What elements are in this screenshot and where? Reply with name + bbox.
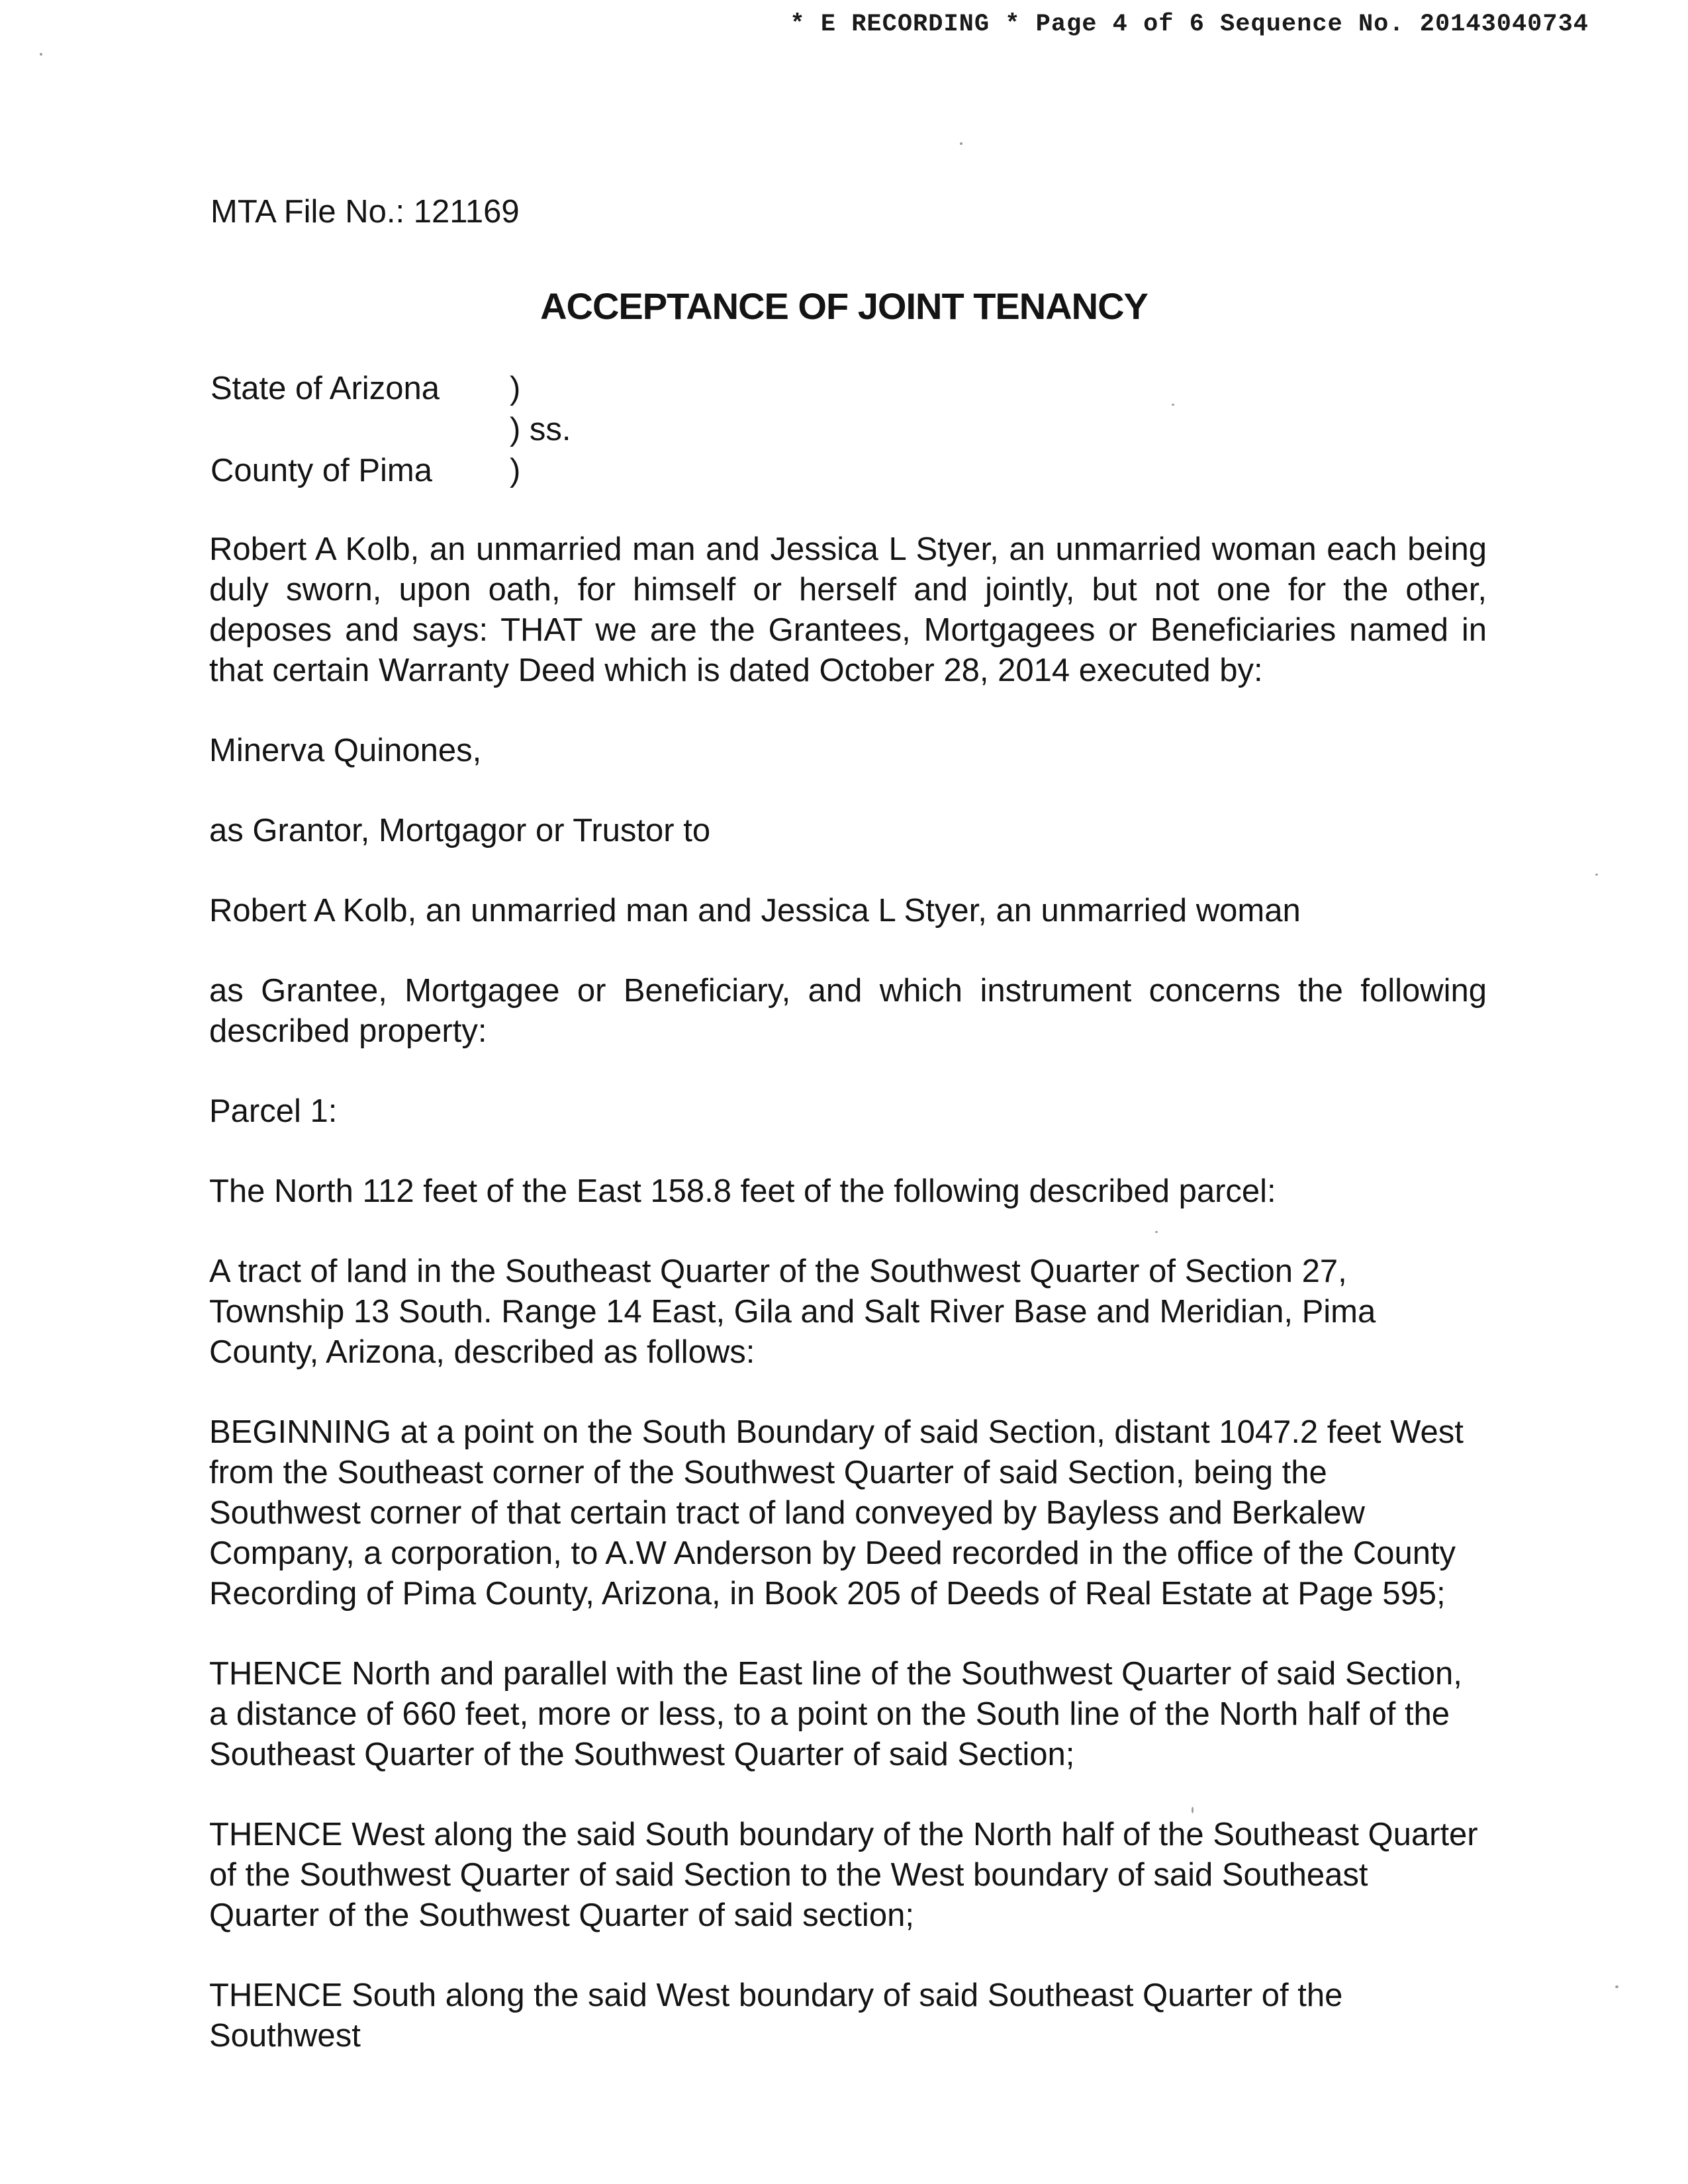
scan-speck xyxy=(1155,1231,1158,1233)
beginning-clause: BEGINNING at a point on the South Boundary of said Section, distant 1047.2 feet West from the Southeast corner of the Southwest Quarter of said Section, being the Southwest corner of that certain tract of land conveyed by Bayless and Berkalew Company, a corporation, to A.W Anderson by Deed recorded in the office of the County Recording of Pima County, Arizona, in Book 205 of Deeds of Real Estate at Page 595; xyxy=(209,1414,1464,1612)
scan-speck xyxy=(40,53,42,56)
scan-speck xyxy=(1192,1807,1194,1813)
venue-ss: ) ss. xyxy=(510,412,571,447)
parcel-summary: The North 112 feet of the East 158.8 feet of the following described parcel: xyxy=(209,1173,1276,1209)
venue-state-row xyxy=(211,368,521,409)
thence-south-clause: THENCE South along the said West boundary of said Southeast Quarter of the Southwest xyxy=(209,1978,1343,2054)
venue-county: County of Pima xyxy=(211,453,432,488)
parcel-heading: Parcel 1: xyxy=(209,1093,338,1129)
grantee-names: Robert A Kolb, an unmarried man and Jessica L Styer, an unmarried woman xyxy=(209,893,1301,929)
thence-west-clause: THENCE West along the said South boundary of the North half of the Southeast Quarter of the Southwest Quarter of said Section to the West boundary of said Southeast Quarter of the Southwest Quarter of said section; xyxy=(209,1817,1478,1933)
recording-header: * E RECORDING * Page 4 of 6 Sequence No. 20143040734 xyxy=(790,11,1589,38)
scan-speck xyxy=(960,142,962,145)
venue-county-row xyxy=(211,450,521,491)
document-title: ACCEPTANCE OF JOINT TENANCY xyxy=(540,285,1148,327)
thence-north-clause: THENCE North and parallel with the East line of the Southwest Quarter of said Section, a distance of 660 feet, more or less, to a point on the South line of the North half of the Southeast Quarter of the Southwest Quarter of said Section; xyxy=(209,1656,1462,1772)
venue-block xyxy=(211,368,571,491)
document-body xyxy=(209,529,1487,2096)
grantee-role: as Grantee, Mortgagee or Beneficiary, and which instrument concerns the following described property: xyxy=(209,973,1487,1049)
grantor-role: as Grantor, Mortgagor or Trustor to xyxy=(209,813,711,848)
venue-state: State of Arizona xyxy=(211,371,440,406)
scan-speck xyxy=(1595,874,1598,876)
venue-ss-row xyxy=(211,409,571,450)
grantor-name: Minerva Quinones, xyxy=(209,733,482,768)
file-number: MTA File No.: 121169 xyxy=(211,194,520,230)
scan-speck xyxy=(1172,404,1174,406)
scan-speck xyxy=(1615,1985,1618,1988)
tract-description: A tract of land in the Southeast Quarter of the Southwest Quarter of Section 27, Township 13 South. Range 14 East, Gila and Salt River Base and Meridian, Pima County, Arizona, described as follows: xyxy=(209,1253,1376,1370)
venue-paren-top: ) xyxy=(510,371,521,406)
affiant-paragraph: Robert A Kolb, an unmarried man and Jessica L Styer, an unmarried woman each being duly sworn, upon oath, for himself or herself and jointly, but not one for the other, deposes and says: THAT we are the Grantees, Mortgagees or Beneficiaries named in that certain Warranty Deed which is dated October 28, 2014 executed by: xyxy=(209,531,1487,688)
venue-paren-bottom: ) xyxy=(510,453,521,488)
